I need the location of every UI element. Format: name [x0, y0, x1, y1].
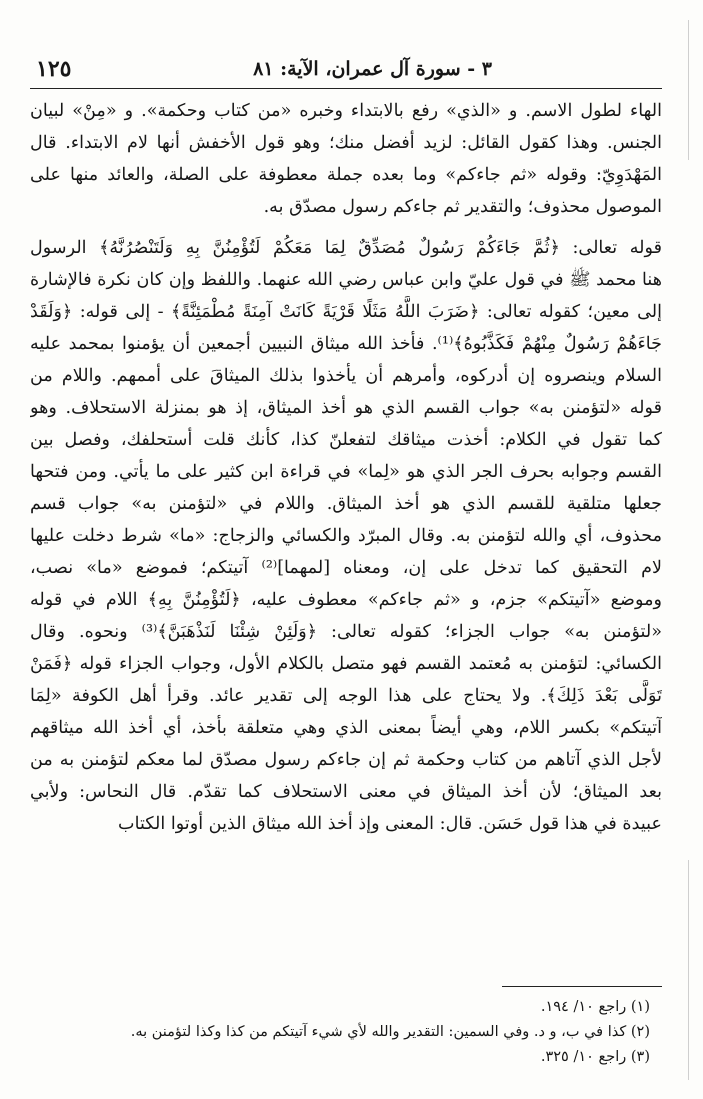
text-line: محذوف، أي والله لتؤمنن به. وقال المبرّد والكسائي والزجاج: «ما» شرط دخلت عليها — [30, 526, 662, 546]
text-line: قوله «لتؤمنن به» جواب القسم الذي هو أخذ الميثاق، إذ هو بمنزلة الاستحلاف. وهو — [30, 398, 662, 418]
text-line: المَهْدَوِيّ: وقوله «ثم جاءكم» وما بعده جملة معطوفة على الصلة، والعائد منها على — [30, 165, 662, 185]
text-line: الموصول محذوف؛ والتقدير ثم جاءكم رسول مصدّق به. — [263, 197, 662, 217]
page-edge-mark — [688, 860, 689, 1080]
text-line: كما تقول في الكلام: أخذت ميثاقك لتفعلنّ كذا، كأنك قلت أستحلفك، وفصل بين — [30, 430, 662, 450]
text-line: بعد الميثاق؛ لأن أخذ الميثاق في معنى الاستحلاف كما تقدّم. قال النحاس: ولأبي — [30, 782, 662, 802]
text-line: وموضع «آتيتكم» جزم، و «ثم جاءكم» معطوف عليه، ﴿لَتُؤْمِنُنَّ بِهِ﴾ اللام في قوله — [30, 590, 662, 610]
footnotes — [30, 995, 650, 1070]
text-line: لأجل الذي آتاهم من كتاب وحكمة ثم إن جاءكم رسول مصدّق لما معكم لتؤمنن به من — [30, 750, 662, 770]
text-line: جعلها متلقية للقسم الذي هو أخذ الميثاق. واللام في «لتؤمنن به» جواب قسم — [30, 494, 662, 514]
page-number: ١٢٥ — [36, 56, 72, 82]
text-line: الكسائي: لتؤمنن به مُعتمد القسم فهو متصل بالكلام الأول، وجواب الجزاء قوله ﴿فَمَنْ — [30, 654, 662, 674]
text-line: جَاءَهُمْ رَسُولٌ مِنْهُمْ فَكَذَّبُوهُ﴾⁽¹⁾. فأخذ الله ميثاق النبيين أجمعين أن يؤمنوا بمحمد عليه — [30, 334, 662, 354]
text-line: تَوَلَّى بَعْدَ ذَلِكَ﴾. ولا يحتاج على هذا الوجه إلى تقدير عائد. وقرأ أهل الكوفة «لِمَا — [30, 686, 662, 706]
text-line: القسم وجوابه بحرف الجر الذي هو «لِما» في قراءة ابن كثير على ما يأتي. ومن فتحها — [30, 462, 662, 482]
footnote: (١) راجع ١٠/ ١٩٤. — [540, 999, 650, 1015]
text-line: «لتؤمنن به» جواب الجزاء؛ كقوله تعالى: ﴿وَلَئِنْ شِئْنَا لَنَذْهَبَنَّ﴾⁽³⁾ ونحوه. وقال — [30, 622, 662, 642]
text-line: هنا محمد ﷺ في قول عليّ وابن عباس رضي الله عنهما. واللفظ وإن كان نكرة فالإشارة — [30, 270, 662, 290]
footnote-separator — [502, 986, 662, 987]
text-line: لام التحقيق كما تدخل على إن، ومعناه [لمهما]⁽²⁾ آتيتكم؛ فموضع «ما» نصب، — [30, 558, 662, 578]
text-line: إلى معين؛ كقوله تعالى: ﴿ضَرَبَ اللَّهُ مَثَلًا قَرْيَةً كَانَتْ آمِنَةً مُطْمَئِنَّةً﴾ - إلى قوله: ﴿وَلَقَدْ — [30, 302, 662, 322]
text-line: الهاء لطول الاسم. و «الذي» رفع بالابتداء وخبره «من كتاب وحكمة». و «مِنْ» لبيان — [30, 101, 662, 121]
page — [30, 48, 662, 1065]
footnote: (٣) راجع ١٠/ ٣٢٥. — [540, 1049, 650, 1065]
text-line: عبيدة في هذا قول حَسَن. قال: المعنى وإذ أخذ الله ميثاق الذين أوتوا الكتاب — [118, 814, 662, 834]
text-line: السلام وينصروه إن أدركوه، وأمرهم أن يأخذوا بذلك الميثاقَ على أممهم. واللام من — [30, 366, 662, 386]
page-edge-mark — [688, 20, 689, 160]
text-line: قوله تعالى: ﴿ثُمَّ جَاءَكُمْ رَسُولٌ مُصَدِّقٌ لِمَا مَعَكُمْ لَتُؤْمِنُنَّ بِهِ وَلَتَنْصُرُنَّهُ﴾ الرسول — [30, 238, 662, 258]
text-line: آتيتكم» بكسر اللام، وهي أيضاً بمعنى الذي وهي متعلقة بأخذ، أي أخذ الله ميثاقهم — [30, 718, 662, 738]
footnote: (٢) كذا في ب، و د. وفي السمين: التقدير والله لأي شيء آتيتكم من كذا وكذا لتؤمنن به. — [130, 1024, 650, 1040]
running-header — [30, 48, 662, 89]
header-title: ٣ - سورة آل عمران، الآية: ٨١ — [253, 58, 492, 80]
text-line: الجنس. وهذا كقول القائل: لزيد أفضل منك؛ وهو قول الأخفش أنها لام الابتداء. قال — [30, 133, 662, 153]
main-text — [30, 95, 662, 840]
